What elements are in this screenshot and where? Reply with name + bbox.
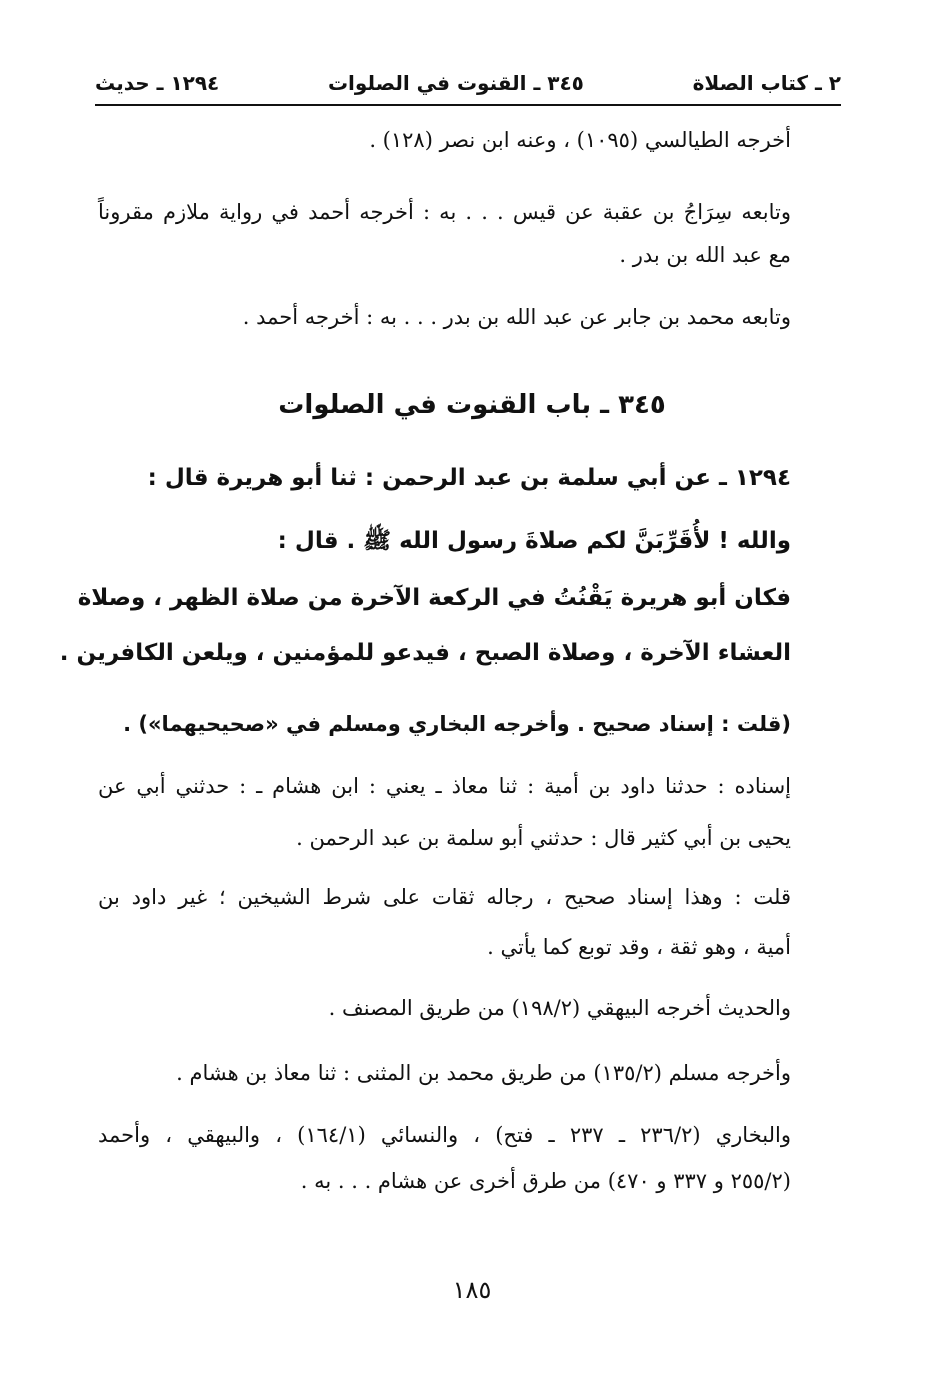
takhrij-line: وأخرجه مسلم (١٣٥/٢) من طريق محمد بن المثنى : ثنا معاذ بن هشام . (176, 1061, 791, 1085)
hadith-text-line: فكان أبو هريرة يَقْنُتُ في الركعة الآخرة من صلاة الظهر ، وصلاة (77, 585, 791, 611)
prior-mutabaah-line: وتابعه سِرَاجُ بن عقبة عن قيس . . . به : أخرجه أحمد في رواية ملازم مقروناً (98, 200, 791, 224)
comment-line: قلت : وهذا إسناد صحيح ، رجاله ثقات على شرط الشيخين ؛ غير داود بن (98, 885, 791, 909)
chapter-heading: ٣٤٥ ـ باب القنوت في الصلوات (278, 390, 666, 420)
isnad-line: إسناده : حدثنا داود بن أمية : ثنا معاذ ـ يعني : ابن هشام ـ : حدثني أبي عن (98, 774, 791, 798)
header-rule (95, 104, 841, 106)
page-number: ١٨٥ (452, 1276, 492, 1304)
isnad-line: يحيى بن أبي كثير قال : حدثني أبو سلمة بن عبد الرحمن . (296, 826, 791, 850)
takhrij-line: والحديث أخرجه البيهقي (١٩٨/٢) من طريق المصنف . (328, 996, 791, 1020)
comment-line: أمية ، وهو ثقة ، وقد توبع كما يأتي . (487, 935, 791, 959)
verdict-line: (قلت : إسناد صحيح . وأخرجه البخاري ومسلم في «صحيحيهما») . (123, 712, 791, 736)
prior-mutabaah-line: مع عبد الله بن بدر . (619, 243, 791, 267)
running-header (95, 66, 841, 100)
header-hadith: ١٢٩٤ ـ حديث (95, 71, 220, 95)
takhrij-line: (٢٥٥/٢ و ٣٣٧ و ٤٧٠) من طرق أخرى عن هشام . . . به . (300, 1169, 791, 1193)
prior-takhrij-line: أخرجه الطيالسي (١٠٩٥) ، وعنه ابن نصر (١٢٨) . (369, 128, 791, 152)
hadith-text-line: ١٢٩٤ ـ عن أبي سلمة بن عبد الرحمن : ثنا أبو هريرة قال : (147, 465, 791, 491)
header-chapter: ٢ ـ كتاب الصلاة (692, 71, 841, 95)
takhrij-line: والبخاري (٢٣٦/٢ ـ ٢٣٧ ـ فتح) ، والنسائي (١٦٤/١) ، والبيهقي ، وأحمد (98, 1123, 791, 1147)
hadith-text-line: والله ! لأُقَرِّبَنَّ لكم صلاةَ رسول الله ﷺ . قال : (277, 528, 791, 554)
header-section: ٣٤٥ ـ القنوت في الصلوات (327, 71, 584, 95)
hadith-text-line: العشاء الآخرة ، وصلاة الصبح ، فيدعو للمؤمنين ، ويلعن الكافرين . (59, 640, 791, 666)
prior-mutabaah-line: وتابعه محمد بن جابر عن عبد الله بن بدر . . . به : أخرجه أحمد . (242, 305, 791, 329)
